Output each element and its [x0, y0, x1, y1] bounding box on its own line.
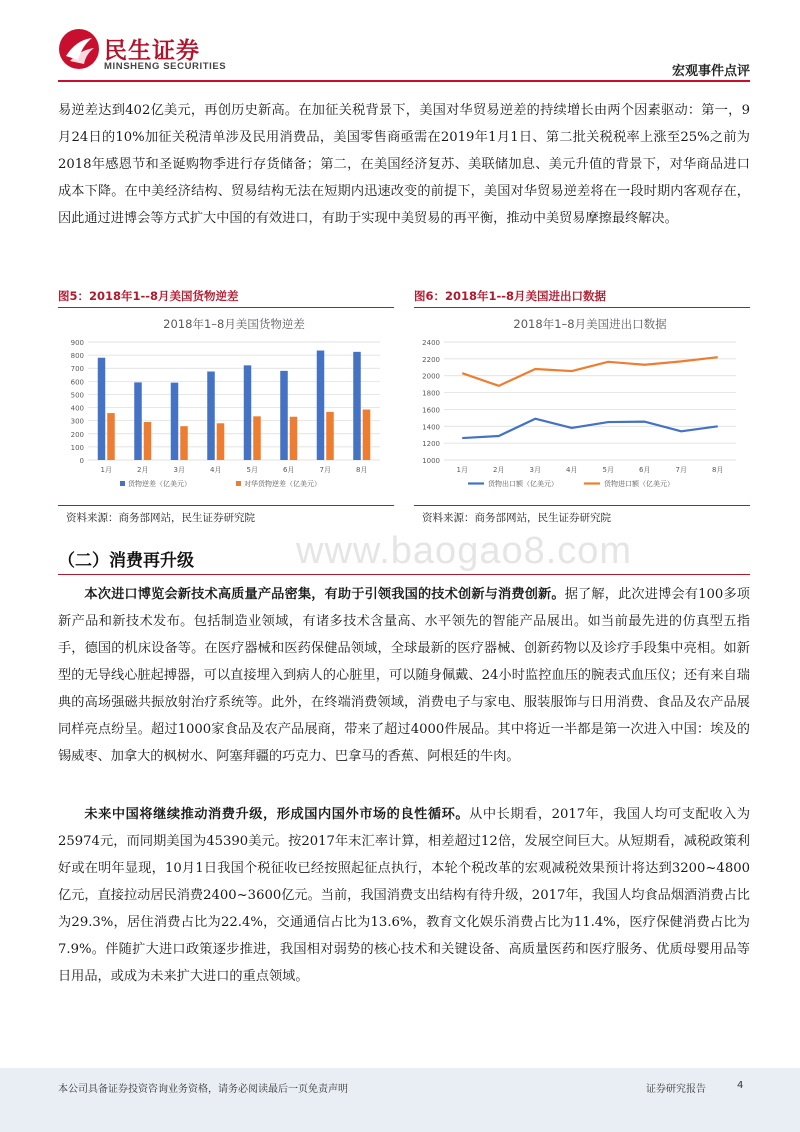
y-tick-label: 2400 — [422, 339, 440, 347]
legend-swatch — [236, 481, 241, 486]
figure-5-source: 资料来源：商务部网站，民生证券研究院 — [66, 512, 255, 524]
y-tick-label: 100 — [70, 443, 84, 452]
line-chart-svg — [414, 308, 750, 504]
report-type-label: 宏观事件点评 — [671, 64, 750, 79]
series-line-imports — [462, 357, 718, 386]
page-number: 4 — [737, 1080, 744, 1091]
footer-report-label: 证券研究报告 — [646, 1084, 706, 1095]
legend-label: 对华货物逆差（亿美元） — [244, 480, 321, 488]
y-tick-label: 600 — [70, 378, 84, 387]
x-tick-label: 3月 — [529, 466, 541, 474]
x-tick-label: 7月 — [675, 466, 687, 474]
y-tick-label: 1600 — [422, 406, 440, 415]
bar-goods-deficit — [171, 383, 179, 460]
bar-china-deficit — [363, 410, 371, 460]
bar-chart-svg — [58, 308, 394, 504]
bar-china-deficit — [107, 413, 115, 460]
figure-5-chart — [58, 308, 394, 504]
page-footer — [0, 1068, 800, 1132]
paragraph-1-body: 据了解，此次进博会有100多项新产品和新技术发布。包括制造业领域，有诸多技术含量高、水平领先的智能产品展出。如当前最先进的仿真型五指手，德国的机床设备等。在医疗器械和医药保健品领域，全球最新的医疗器械、创新药物以及诊疗手段集中亮相。如新型的无导线心脏起搏器，可以直接埋入到病人的心脏里，可以随身佩戴、24小时监控血压的腕表式血压仪；还有来自瑞典的高场强磁共振放射治疗系统等。此外，在终端消费领域，消费电子与家电、服装服饰与日用消费、食品及农产品展同样亮点纷呈。超过1000家食品及农产品展商，带来了超过4000件展品。其中将近一半都是第一次进入中国：埃及的锡威枣、加拿大的枫树水、阿塞拜疆的巧克力、巴拿马的香蕉、阿根廷的牛肉。 — [58, 587, 750, 764]
watermark: www.baogao8.com — [296, 530, 633, 572]
y-tick-label: 500 — [70, 391, 84, 400]
logo-emblem-icon — [58, 28, 100, 70]
series-line-exports — [462, 419, 718, 438]
bar-goods-deficit — [317, 351, 325, 460]
intro-paragraph: 易逆差达到402亿美元，再创历史新高。在加征关税背景下，美国对华贸易逆差的持续增长由两个因素驱动：第一，9月24日的10%加征关税清单涉及民用消费品，美国零售商亟需在2019年1月1日、第二批关税税率上涨至25%之前为2018年感恩节和圣诞购物季进行存货储备；第二，在美国经济复苏、美联储加息、美元升值的背景下，对华商品进口成本下降。在中美经济结构、贸易结构无法在短期内迅速改变的前提下，美国对华贸易逆差将在一段时期内客观存在，因此通过进博会等方式扩大中国的有效进口，有助于实现中美贸易的再平衡，推动中美贸易摩擦最终解决。 — [58, 103, 750, 226]
bar-goods-deficit — [280, 371, 288, 460]
x-tick-label: 2月 — [493, 466, 505, 474]
y-tick-label: 300 — [70, 417, 84, 426]
header-divider — [58, 80, 750, 82]
legend-label: 货物进口额（亿美元） — [604, 480, 674, 488]
logo-english-name: MINSHENG SECURITIES — [104, 61, 227, 72]
y-tick-label: 400 — [70, 404, 84, 413]
section-paragraph-2 — [58, 801, 750, 990]
section-title: （二）消费再升级 — [58, 551, 194, 571]
page-header — [0, 0, 800, 86]
y-tick-label: 200 — [70, 430, 84, 439]
figure-6-chart — [414, 308, 750, 504]
x-tick-label: 4月 — [566, 466, 578, 474]
bar-goods-deficit — [207, 372, 215, 461]
x-tick-label: 8月 — [712, 466, 724, 474]
figure-6-source: 资料来源：商务部网站，民生证券研究院 — [422, 512, 611, 524]
x-tick-label: 8月 — [356, 466, 368, 474]
y-tick-label: 800 — [70, 352, 84, 361]
y-tick-label: 1400 — [422, 423, 440, 432]
y-tick-label: 1200 — [422, 440, 440, 449]
chart-title: 2018年1–8月美国货物逆差 — [163, 317, 305, 331]
y-tick-label: 900 — [70, 339, 84, 347]
bar-goods-deficit — [244, 365, 252, 460]
y-tick-label: 1000 — [422, 457, 440, 465]
chart-title: 2018年1–8月美国进出口数据 — [513, 317, 667, 331]
x-tick-label: 5月 — [246, 466, 258, 474]
y-tick-label: 1800 — [422, 389, 440, 398]
logo-chinese-name: 民生证券 — [104, 38, 200, 64]
bar-goods-deficit — [353, 352, 361, 460]
figure-6-caption: 图6：2018年1--8月美国进出口数据 — [414, 289, 607, 303]
minsheng-logo — [58, 28, 278, 76]
footer-disclaimer: 本公司具备证券投资咨询业务资格，请务必阅读最后一页免责声明 — [58, 1084, 348, 1095]
y-tick-label: 2000 — [422, 372, 440, 381]
x-tick-label: 1月 — [100, 466, 112, 474]
paragraph-1-lead: 本次进口博览会新技术高质量产品密集，有助于引领我国的技术创新与消费创新。 — [84, 587, 565, 602]
bar-china-deficit — [180, 426, 188, 460]
legend-swatch — [120, 481, 125, 486]
x-tick-label: 4月 — [210, 466, 222, 474]
figure-5-bottom-rule — [58, 505, 394, 506]
x-tick-label: 3月 — [173, 466, 185, 474]
section-divider — [58, 574, 750, 575]
section-paragraph-1 — [58, 581, 750, 770]
bar-china-deficit — [290, 417, 298, 460]
y-tick-label: 0 — [79, 457, 84, 465]
y-tick-label: 2200 — [422, 355, 440, 364]
x-tick-label: 6月 — [639, 466, 651, 474]
x-tick-label: 5月 — [602, 466, 614, 474]
x-tick-label: 6月 — [283, 466, 295, 474]
figure-5-caption: 图5：2018年1--8月美国货物逆差 — [58, 289, 239, 303]
figure-6-bottom-rule — [414, 505, 750, 506]
y-tick-label: 700 — [70, 365, 84, 374]
bar-goods-deficit — [98, 358, 106, 460]
x-tick-label: 7月 — [319, 466, 331, 474]
paragraph-2-lead: 未来中国将继续推动消费升级，形成国内国外市场的良性循环。 — [84, 807, 470, 822]
bar-china-deficit — [217, 423, 225, 460]
bar-china-deficit — [326, 412, 334, 460]
paragraph-2-body: 从中长期看，2017年，我国人均可支配收入为25974元，而同期美国为45390美元。按2017年末汇率计算，相差超过12倍，发展空间巨大。从短期看，减税政策利好或在明年显现，10月1日我国个税征收已经按照起征点执行，本轮个税改革的宏观减税效果预计将达到3200~4800亿元，直接拉动居民消费2400~3600亿元。当前，我国消费支出结构有待升级，2017年，我国人均食品烟酒消费占比为29.3%，居住消费占比为22.4%，交通通信占比为13.6%，教育文化娱乐消费占比为11.4%，医疗保健消费占比为7.9%。伴随扩大进口政策逐步推进，我国相对弱势的核心技术和关键设备、高质量医药和医疗服务、优质母婴用品等日用品，或成为未来扩大进口的重点领域。 — [58, 807, 751, 984]
x-tick-label: 2月 — [137, 466, 149, 474]
bar-china-deficit — [144, 422, 152, 460]
bar-goods-deficit — [134, 382, 142, 460]
x-tick-label: 1月 — [456, 466, 468, 474]
legend-label: 货物逆差（亿美元） — [128, 480, 191, 488]
bar-china-deficit — [253, 416, 261, 460]
legend-label: 货物出口额（亿美元） — [488, 480, 558, 488]
